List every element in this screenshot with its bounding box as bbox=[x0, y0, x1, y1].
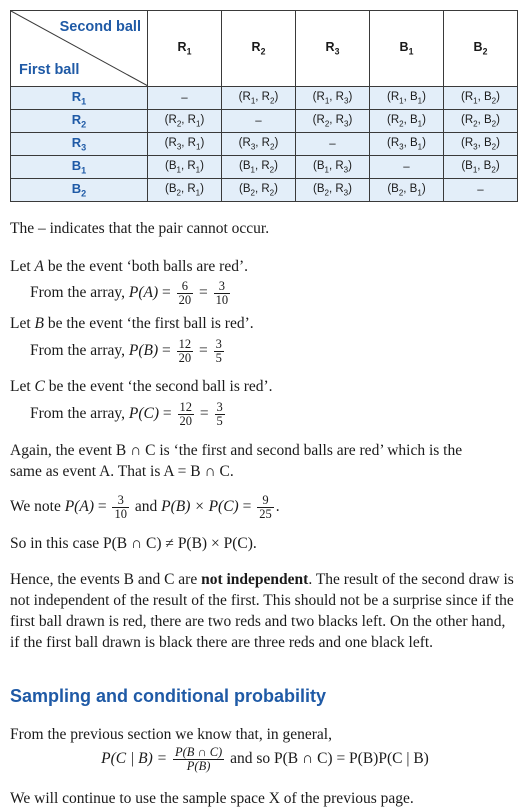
table-row bbox=[11, 133, 518, 156]
numerator: 3 bbox=[215, 337, 222, 351]
row-header: $R_1$ bbox=[11, 87, 148, 110]
text-fragment: and bbox=[130, 498, 162, 516]
table-header-row bbox=[11, 11, 518, 87]
numerator: 3 bbox=[214, 280, 231, 294]
text-fragment: From the array, bbox=[30, 405, 129, 423]
text-fragment: Let bbox=[10, 378, 35, 395]
conditional-formula bbox=[0, 746, 530, 773]
column-header: $R_1$ bbox=[148, 11, 222, 87]
denominator: 5 bbox=[215, 351, 222, 365]
denominator: P(B) bbox=[186, 759, 211, 773]
column-header: $R_3$ bbox=[296, 11, 370, 87]
so-line: So in this case P(B ∩ C) ≠ P(B) × P(C). bbox=[10, 535, 257, 552]
row-header: $B_2$ bbox=[11, 179, 148, 202]
denominator: 20 bbox=[179, 414, 192, 428]
table-cell: ($R_2$, $B_2$) bbox=[444, 110, 518, 133]
event-c-definition bbox=[10, 376, 273, 397]
table-cell: – bbox=[370, 156, 444, 179]
table-cell: ($B_2$, $R_2$) bbox=[222, 179, 296, 202]
text-fragment: be the event ‘both balls are red’. bbox=[44, 258, 248, 275]
numerator: 6 bbox=[177, 280, 194, 294]
column-header: $R_2$ bbox=[222, 11, 296, 87]
table-cell: ($B_1$, $B_2$) bbox=[444, 156, 518, 179]
variable: A bbox=[34, 258, 44, 275]
denominator: 20 bbox=[178, 351, 192, 365]
table-cell: ($R_3$, $B_1$) bbox=[370, 133, 444, 156]
denominator: 20 bbox=[178, 293, 192, 307]
math-expr: P(A) bbox=[128, 284, 159, 302]
fraction bbox=[173, 746, 224, 773]
text-fragment: Let bbox=[10, 258, 35, 275]
column-header: $B_2$ bbox=[444, 11, 518, 87]
numerator: P(B ∩ C) bbox=[175, 745, 223, 759]
table-cell: – bbox=[148, 87, 222, 110]
numerator: 3 bbox=[216, 400, 223, 414]
hence-paragraph bbox=[10, 569, 515, 653]
table-cell: ($R_3$, $R_2$) bbox=[222, 133, 296, 156]
table-cell: ($R_2$, $B_1$) bbox=[370, 110, 444, 133]
fraction bbox=[214, 338, 224, 365]
table-cell: ($B_2$, $R_3$) bbox=[296, 179, 370, 202]
text-fragment: . The result of the second draw is not independent of the result of the first. This should not be a surprise since if the first ball drawn is red, there are two reds and two blacks left. On the other hand, if the first ball drawn is black there are three reds and one black left. bbox=[10, 571, 514, 651]
prob-a-line: From the array, P(A) = $\frac{6}{20}$ = $\frac{3}{10}$ bbox=[30, 279, 229, 307]
section-heading: Sampling and conditional probability bbox=[10, 686, 327, 706]
table-row bbox=[11, 156, 518, 179]
row-header: $R_3$ bbox=[11, 133, 148, 156]
again-line-2: same as event A. That is A = B ∩ C. bbox=[10, 463, 234, 480]
text-fragment: We note bbox=[10, 498, 65, 516]
fraction bbox=[214, 280, 231, 307]
table-cell: ($B_1$, $R_1$) bbox=[148, 156, 222, 179]
table-cell: ($R_1$, $B_1$) bbox=[370, 87, 444, 110]
table-cell: – bbox=[222, 110, 296, 133]
again-line-1: Again, the event B ∩ C is ‘the first and second balls are red’ which is the bbox=[10, 442, 463, 459]
fraction bbox=[112, 494, 129, 521]
table-cell: ($R_2$, $R_1$) bbox=[148, 110, 222, 133]
text-fragment: and so P(B ∩ C) = P(B)P(C | B) bbox=[230, 750, 429, 768]
math-expr: P(A) bbox=[64, 498, 94, 516]
table-cell: ($R_1$, $R_2$) bbox=[222, 87, 296, 110]
denominator: 10 bbox=[114, 507, 127, 521]
table-cell: ($R_2$, $R_3$) bbox=[296, 110, 370, 133]
math-expr: P(B) bbox=[128, 342, 159, 360]
row-header: $B_1$ bbox=[11, 156, 148, 179]
table-cell: ($B_1$, $R_2$) bbox=[222, 156, 296, 179]
math-expr: P(B) × P(C) bbox=[161, 498, 239, 516]
table-cell: ($R_3$, $B_2$) bbox=[444, 133, 518, 156]
fraction bbox=[177, 338, 194, 365]
column-header: $B_1$ bbox=[370, 11, 444, 87]
numerator: 9 bbox=[257, 494, 274, 508]
dash-note: The – indicates that the pair cannot occur. bbox=[10, 220, 270, 237]
text-fragment: be the event ‘the first ball is red’. bbox=[44, 315, 254, 332]
row-header: $R_2$ bbox=[11, 110, 148, 133]
table-cell: ($R_3$, $R_1$) bbox=[148, 133, 222, 156]
fraction bbox=[215, 401, 225, 428]
variable: B bbox=[34, 315, 44, 332]
text-fragment: Let bbox=[10, 315, 35, 332]
denominator: 25 bbox=[259, 507, 272, 521]
table-cell: ($B_2$, $R_1$) bbox=[148, 179, 222, 202]
fraction bbox=[178, 401, 195, 428]
table-row bbox=[11, 87, 518, 110]
table-cell: – bbox=[296, 133, 370, 156]
text-fragment: From the array, bbox=[30, 284, 129, 302]
numerator: 12 bbox=[178, 337, 192, 351]
table-corner-cell bbox=[11, 11, 148, 87]
fraction bbox=[177, 280, 194, 307]
continue-line: We will continue to use the sample space X of the previous page. bbox=[10, 790, 414, 807]
table-cell: ($R_1$, $B_2$) bbox=[444, 87, 518, 110]
table-cell: ($B_2$, $B_1$) bbox=[370, 179, 444, 202]
text-fragment: From the array, bbox=[30, 342, 129, 360]
event-a-definition bbox=[10, 256, 248, 277]
sample-space-table bbox=[10, 10, 518, 202]
math-expr: P(C | B) = bbox=[101, 750, 168, 768]
denominator: 10 bbox=[215, 293, 229, 307]
text-fragment: Hence, the events B and C are bbox=[10, 571, 202, 588]
first-ball-label: First ball bbox=[19, 62, 80, 78]
numerator: 12 bbox=[179, 400, 192, 414]
math-expr: P(C) bbox=[128, 405, 159, 423]
prob-c-line: From the array, P(C) = $\frac{12}{20}$ = $\frac{3}{5}$ bbox=[30, 400, 223, 428]
table-row bbox=[11, 179, 518, 202]
numerator: 3 bbox=[112, 494, 129, 508]
note-line: We note P(A) = $\frac{3}{10}$ and P(B) × P(C) = $\frac{9}{25}$ . bbox=[10, 493, 280, 521]
text-fragment: be the event ‘the second ball is red’. bbox=[44, 378, 273, 395]
table-row bbox=[11, 110, 518, 133]
fraction bbox=[257, 494, 274, 521]
table-cell: – bbox=[444, 179, 518, 202]
variable: C bbox=[34, 378, 45, 395]
previous-line: From the previous section we know that, in general, bbox=[10, 726, 332, 743]
emphasis: not independent bbox=[201, 571, 309, 588]
second-ball-label: Second ball bbox=[59, 19, 141, 35]
table-cell: ($B_1$, $R_3$) bbox=[296, 156, 370, 179]
event-b-definition bbox=[10, 313, 254, 334]
denominator: 5 bbox=[216, 414, 223, 428]
prob-b-line: From the array, P(B) = $\frac{12}{20}$ = $\frac{3}{5}$ bbox=[30, 337, 222, 365]
table-cell: ($R_1$, $R_3$) bbox=[296, 87, 370, 110]
